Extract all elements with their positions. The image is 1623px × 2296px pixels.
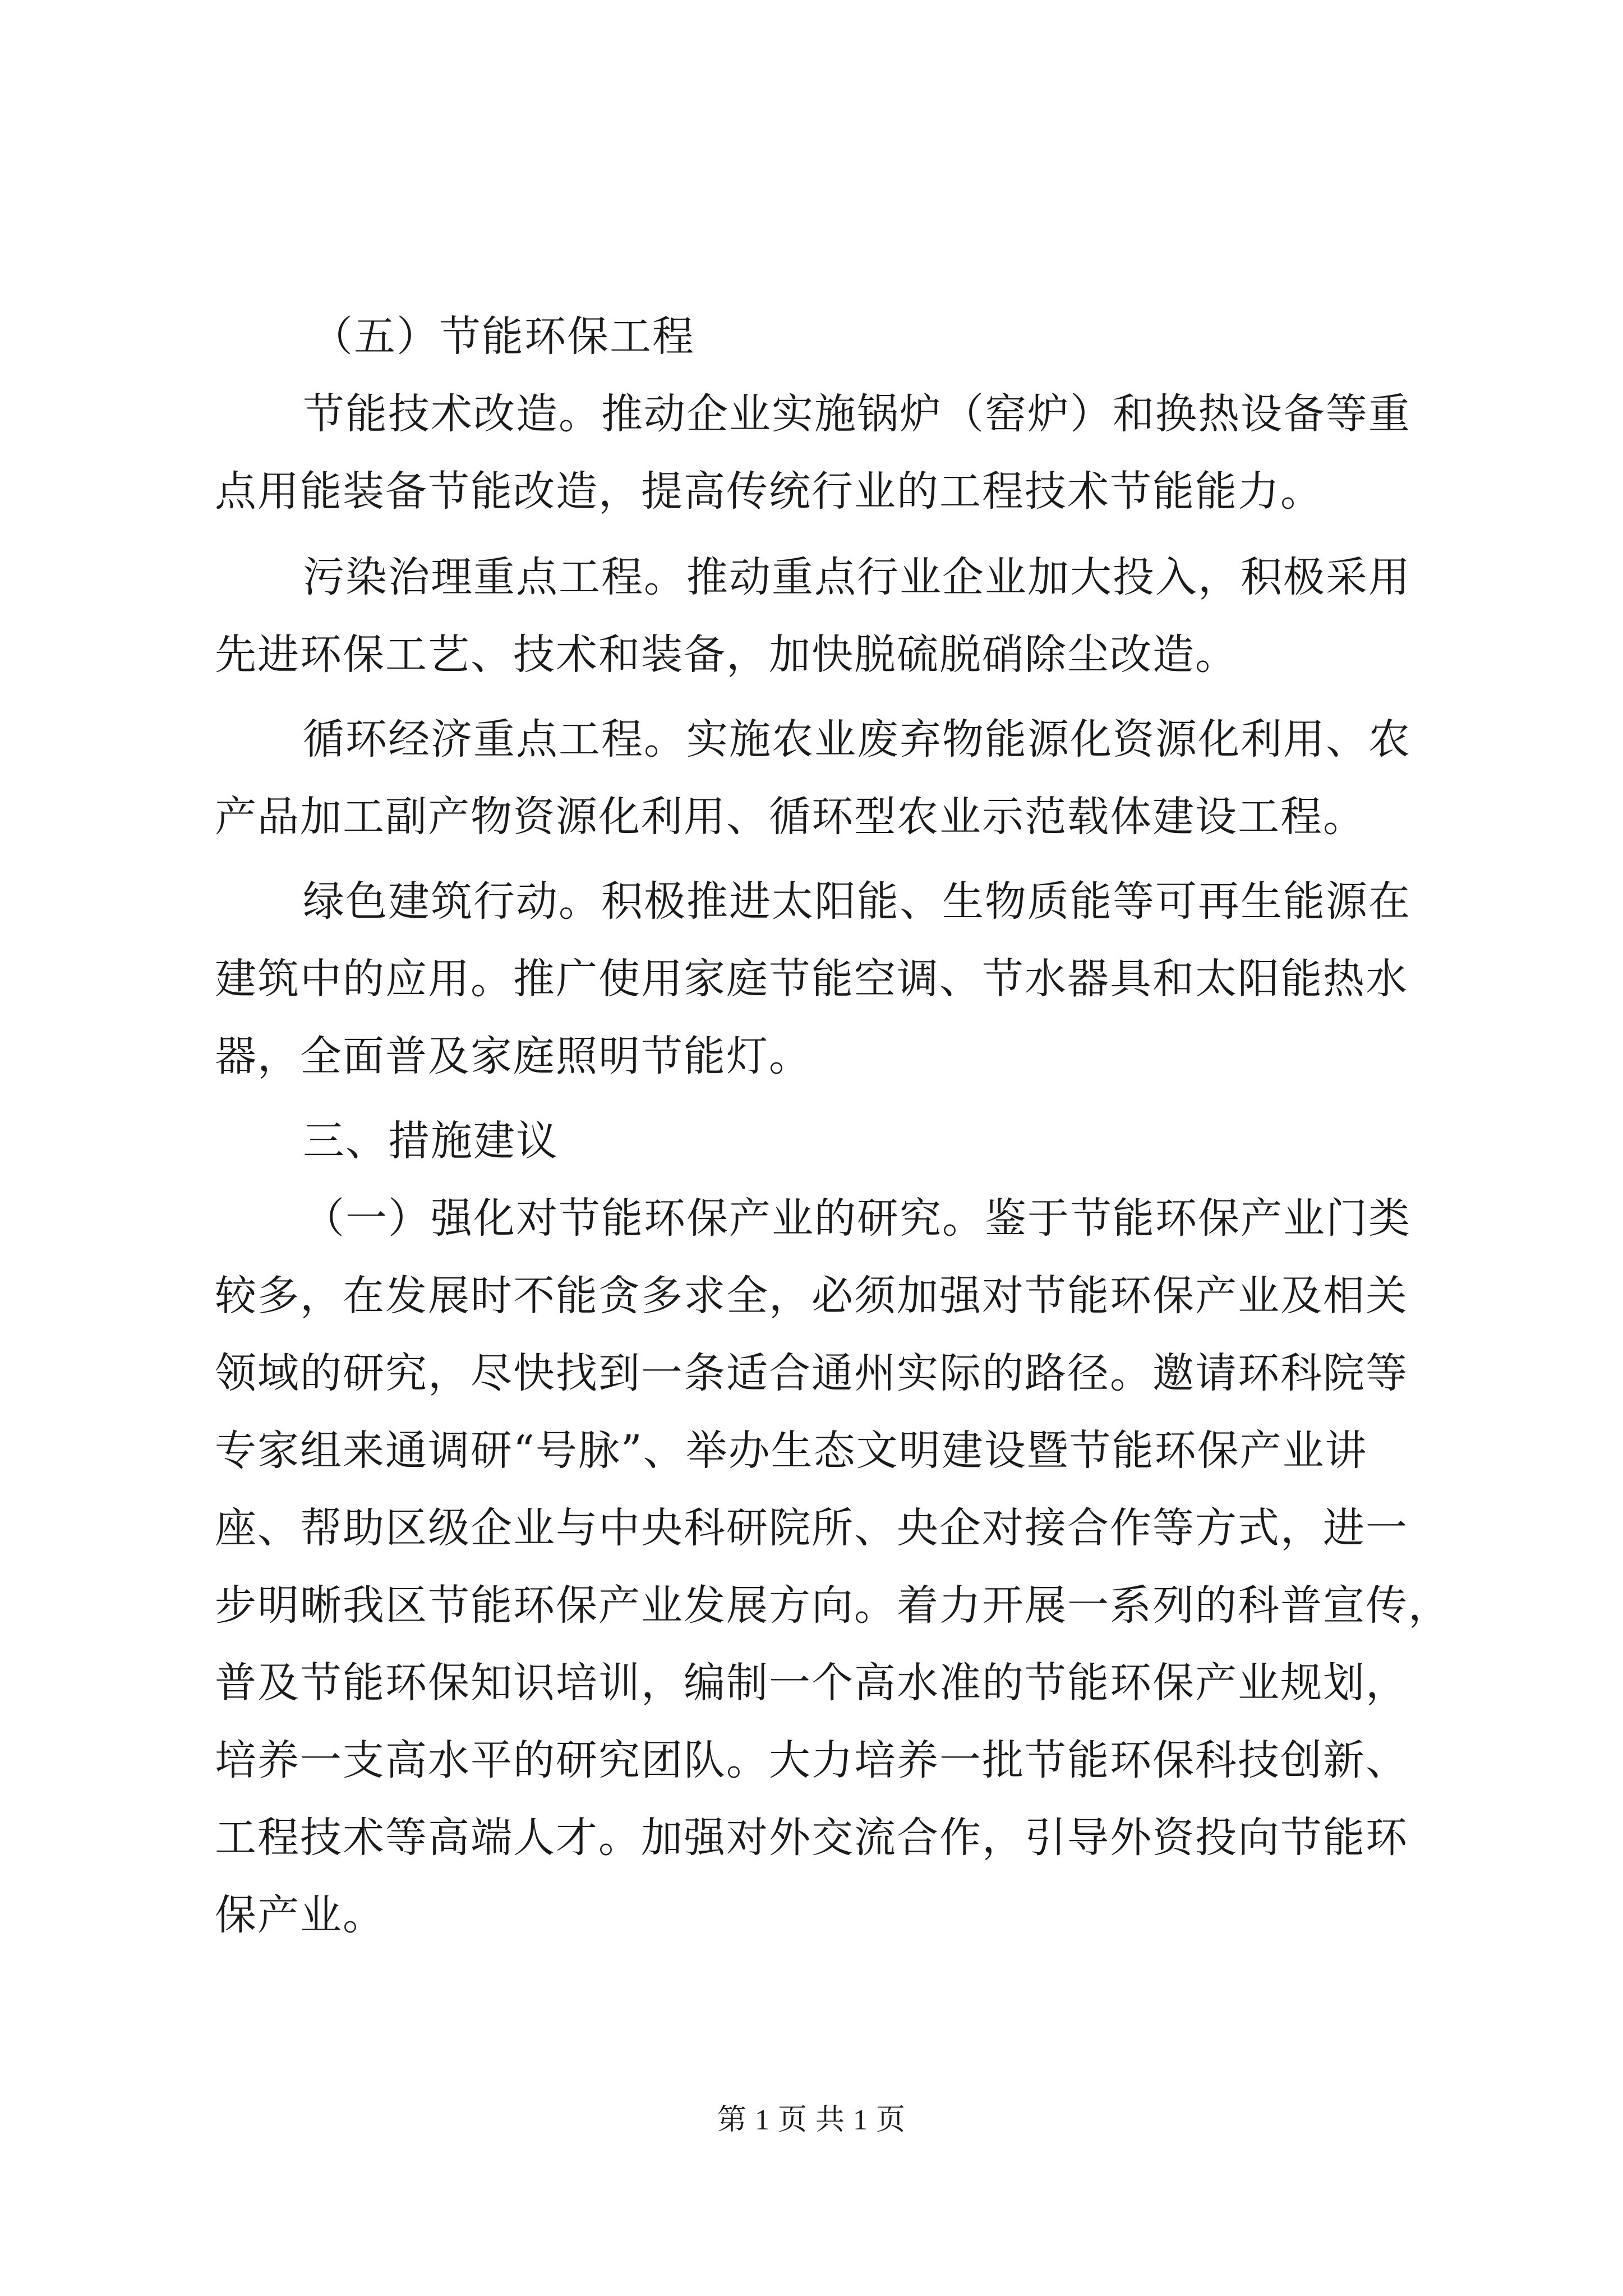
paragraph-line: 器，全面普及家庭照明节能灯。	[215, 1032, 811, 1080]
paragraph-line: 先进环保工艺、技术和装备，加快脱硫脱硝除尘改造。	[215, 631, 1238, 679]
section-heading-3: 三、措施建议	[303, 1117, 559, 1165]
paragraph-line: 污染治理重点工程。推动重点行业企业加大投入，积极采用	[303, 553, 1411, 601]
paragraph-line: 步明晰我区节能环保产业发展方向。着力开展一系列的科普宣传，	[215, 1581, 1451, 1630]
paragraph-line: （一）强化对节能环保产业的研究。鉴于节能环保产业门类	[303, 1194, 1411, 1243]
paragraph-line: 专家组来通调研“号脉”、举办生态文明建设暨节能环保产业讲	[215, 1427, 1368, 1475]
paragraph-line: 循环经济重点工程。实施农业废弃物能源化资源化利用、农	[303, 715, 1411, 763]
paragraph-line: 保产业。	[215, 1891, 385, 1939]
section-heading-5: （五）节能环保工程	[311, 312, 695, 361]
paragraph-line: 普及节能环保知识培训，编制一个高水准的节能环保产业规划，	[215, 1659, 1408, 1707]
paragraph-line: 产品加工副产物资源化利用、循环型农业示范载体建设工程。	[215, 793, 1366, 841]
paragraph-line: 节能技术改造。推动企业实施锅炉（窑炉）和换热设备等重	[303, 390, 1411, 438]
paragraph-line: 培养一支高水平的研究团队。大力培养一批节能环保科技创新、	[215, 1736, 1408, 1784]
paragraph-line: 建筑中的应用。推广使用家庭节能空调、节水器具和太阳能热水	[215, 955, 1408, 1003]
paragraph-line: 工程技术等高端人才。加强对外交流合作，引导外资投向节能环	[215, 1814, 1408, 1862]
paragraph-line: 较多，在发展时不能贪多求全，必须加强对节能环保产业及相关	[215, 1272, 1408, 1320]
paragraph-line: 座、帮助区级企业与中央科研院所、央企对接合作等方式，进一	[215, 1504, 1408, 1552]
paragraph-line: 领域的研究，尽快找到一条适合通州实际的路径。邀请环科院等	[215, 1349, 1408, 1397]
page-footer: 第 1 页 共 1 页	[717, 2104, 906, 2136]
paragraph-line: 点用能装备节能改造，提高传统行业的工程技术节能能力。	[215, 467, 1323, 516]
paragraph-line: 绿色建筑行动。积极推进太阳能、生物质能等可再生能源在	[303, 877, 1411, 926]
